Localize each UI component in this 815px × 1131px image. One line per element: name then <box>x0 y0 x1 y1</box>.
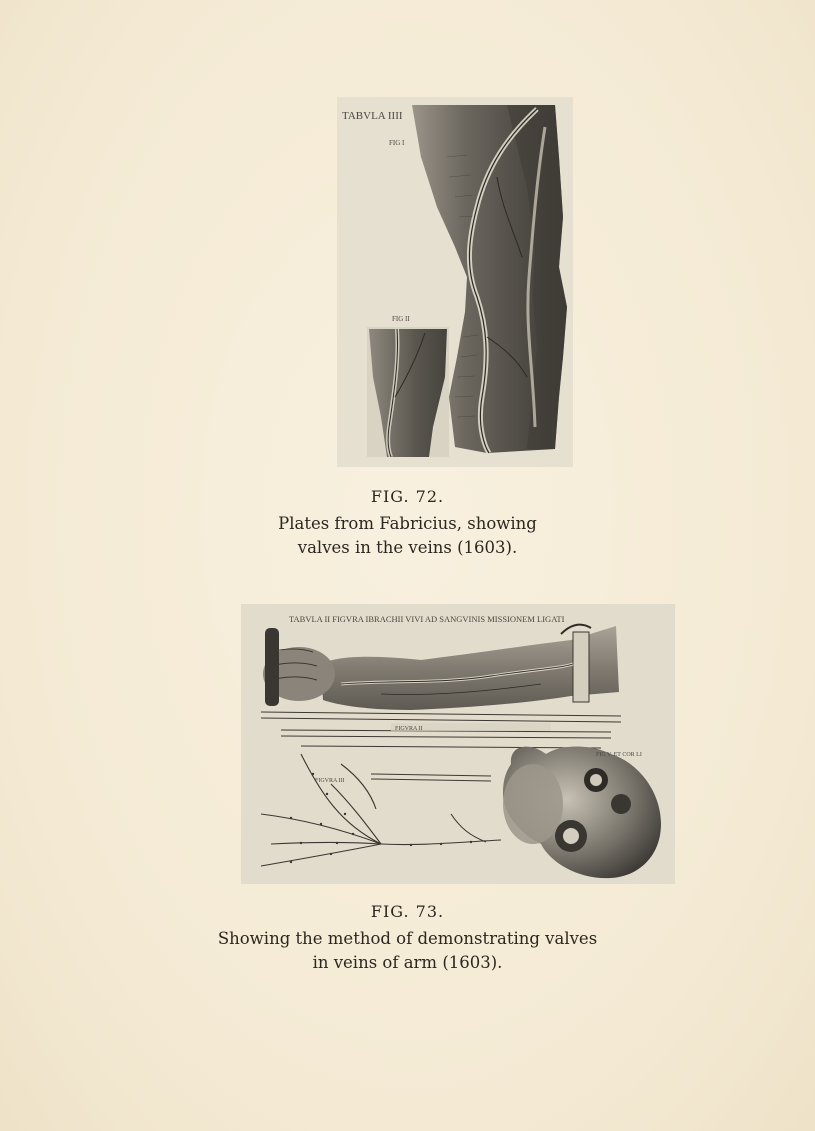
fig-73-caption-line-1: Showing the method of demonstrating valves <box>217 929 598 948</box>
fig-72-label: FIG. 72. <box>370 487 445 506</box>
fig-73-caption <box>0 927 815 975</box>
plate-73-fig-v: FIG V. ET COR LI <box>596 752 642 758</box>
fig-73-label: FIG. 73. <box>370 902 445 921</box>
plate-72-title: TABVLA IIII <box>342 110 403 122</box>
plate-fig-72-engraving <box>337 97 573 467</box>
plate-73-figura-iii: FIGVRA III <box>315 778 345 784</box>
fig-72-caption <box>0 512 815 560</box>
plate-73-title: TABVLA II FIGVRA IBRACHII VIVI AD SANGVINIS MISSIONEM LIGATI <box>289 614 565 624</box>
fig-73-caption-line-2: in veins of arm (1603). <box>312 953 503 972</box>
fig-72-caption-line-1: Plates from Fabricius, showing <box>278 514 537 533</box>
plate-73-figura-ii: FIGVRA II <box>395 726 423 732</box>
plate-fig-73-engraving <box>241 604 675 884</box>
arm-veins-engraving <box>241 604 675 884</box>
fig-72-caption-line-2: valves in the veins (1603). <box>297 538 518 557</box>
rod-held-in-fist <box>265 628 279 706</box>
plate-72-fig-ii-label: FIG II <box>392 315 410 323</box>
leg-veins-engraving <box>337 97 573 467</box>
plate-72-fig-i-label: FIG I <box>389 139 405 147</box>
